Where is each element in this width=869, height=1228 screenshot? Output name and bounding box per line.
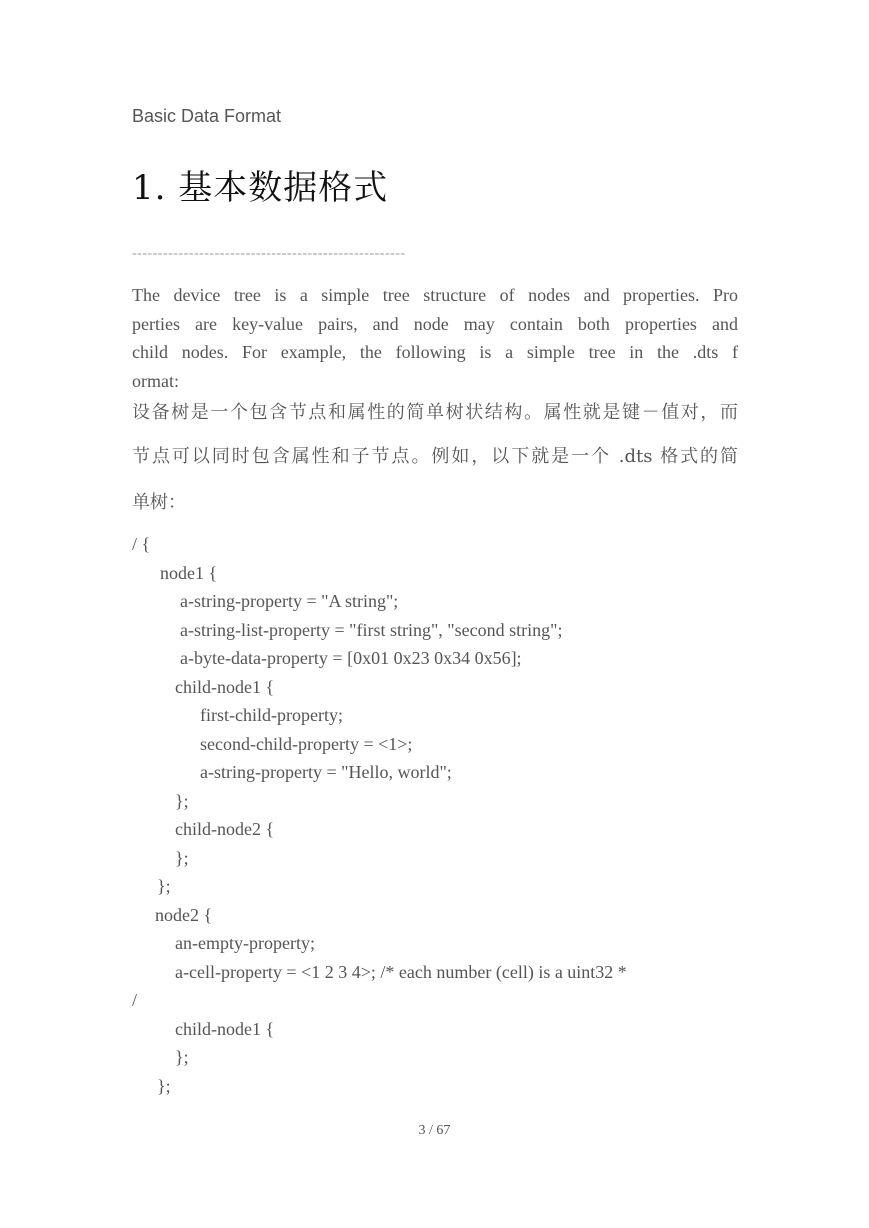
code-line: first-child-property; [200,705,343,725]
code-line: a-string-property = "A string"; [180,591,399,611]
code-line: }; [175,791,189,811]
paragraph-line: 设备树是一个包含节点和属性的简单树状结构。属性就是键－值对，而 [132,402,738,423]
page-number: 3 / 67 [418,1123,451,1138]
code-line: a-string-property = "Hello, world"; [200,762,452,782]
paragraph-line: 单树： [132,492,186,513]
code-line: child-node1 { [175,1019,275,1039]
code-line: a-string-list-property = "first string", "second string"; [180,620,563,640]
paragraph-line: The device tree is a simple tree structure of nodes and properties. Pro [132,285,738,305]
code-line: child-node2 { [175,819,275,839]
code-line: / { [132,534,151,554]
code-line: a-byte-data-property = [0x01 0x23 0x34 0x56]; [180,648,522,668]
paragraph-line: 节点可以同时包含属性和子节点。例如，以下就是一个 .dts 格式的简 [132,446,738,467]
code-line: node2 { [155,905,213,925]
code-line: node1 { [160,563,218,583]
paragraph-line: child nodes. For example, the following is a simple tree in the .dts f [132,342,738,362]
code-line: / [132,990,138,1010]
section-title: 1. 基本数据格式 [132,168,389,208]
code-line: a-cell-property = <1 2 3 4>; /* each number (cell) is a uint32 * [175,962,627,982]
code-line: second-child-property = <1>; [200,734,413,754]
divider-line: ----------------------------------------------------- [132,246,406,261]
header-label: Basic Data Format [132,106,282,126]
code-line: }; [175,1047,189,1067]
paragraph-line: ormat: [132,371,179,391]
code-line: }; [157,876,171,896]
code-line: child-node1 { [175,677,275,697]
code-line: }; [157,1076,171,1096]
paragraph-line: perties are key-value pairs, and node may contain both properties and [132,314,738,334]
code-line: an-empty-property; [175,933,315,953]
code-line: }; [175,848,189,868]
